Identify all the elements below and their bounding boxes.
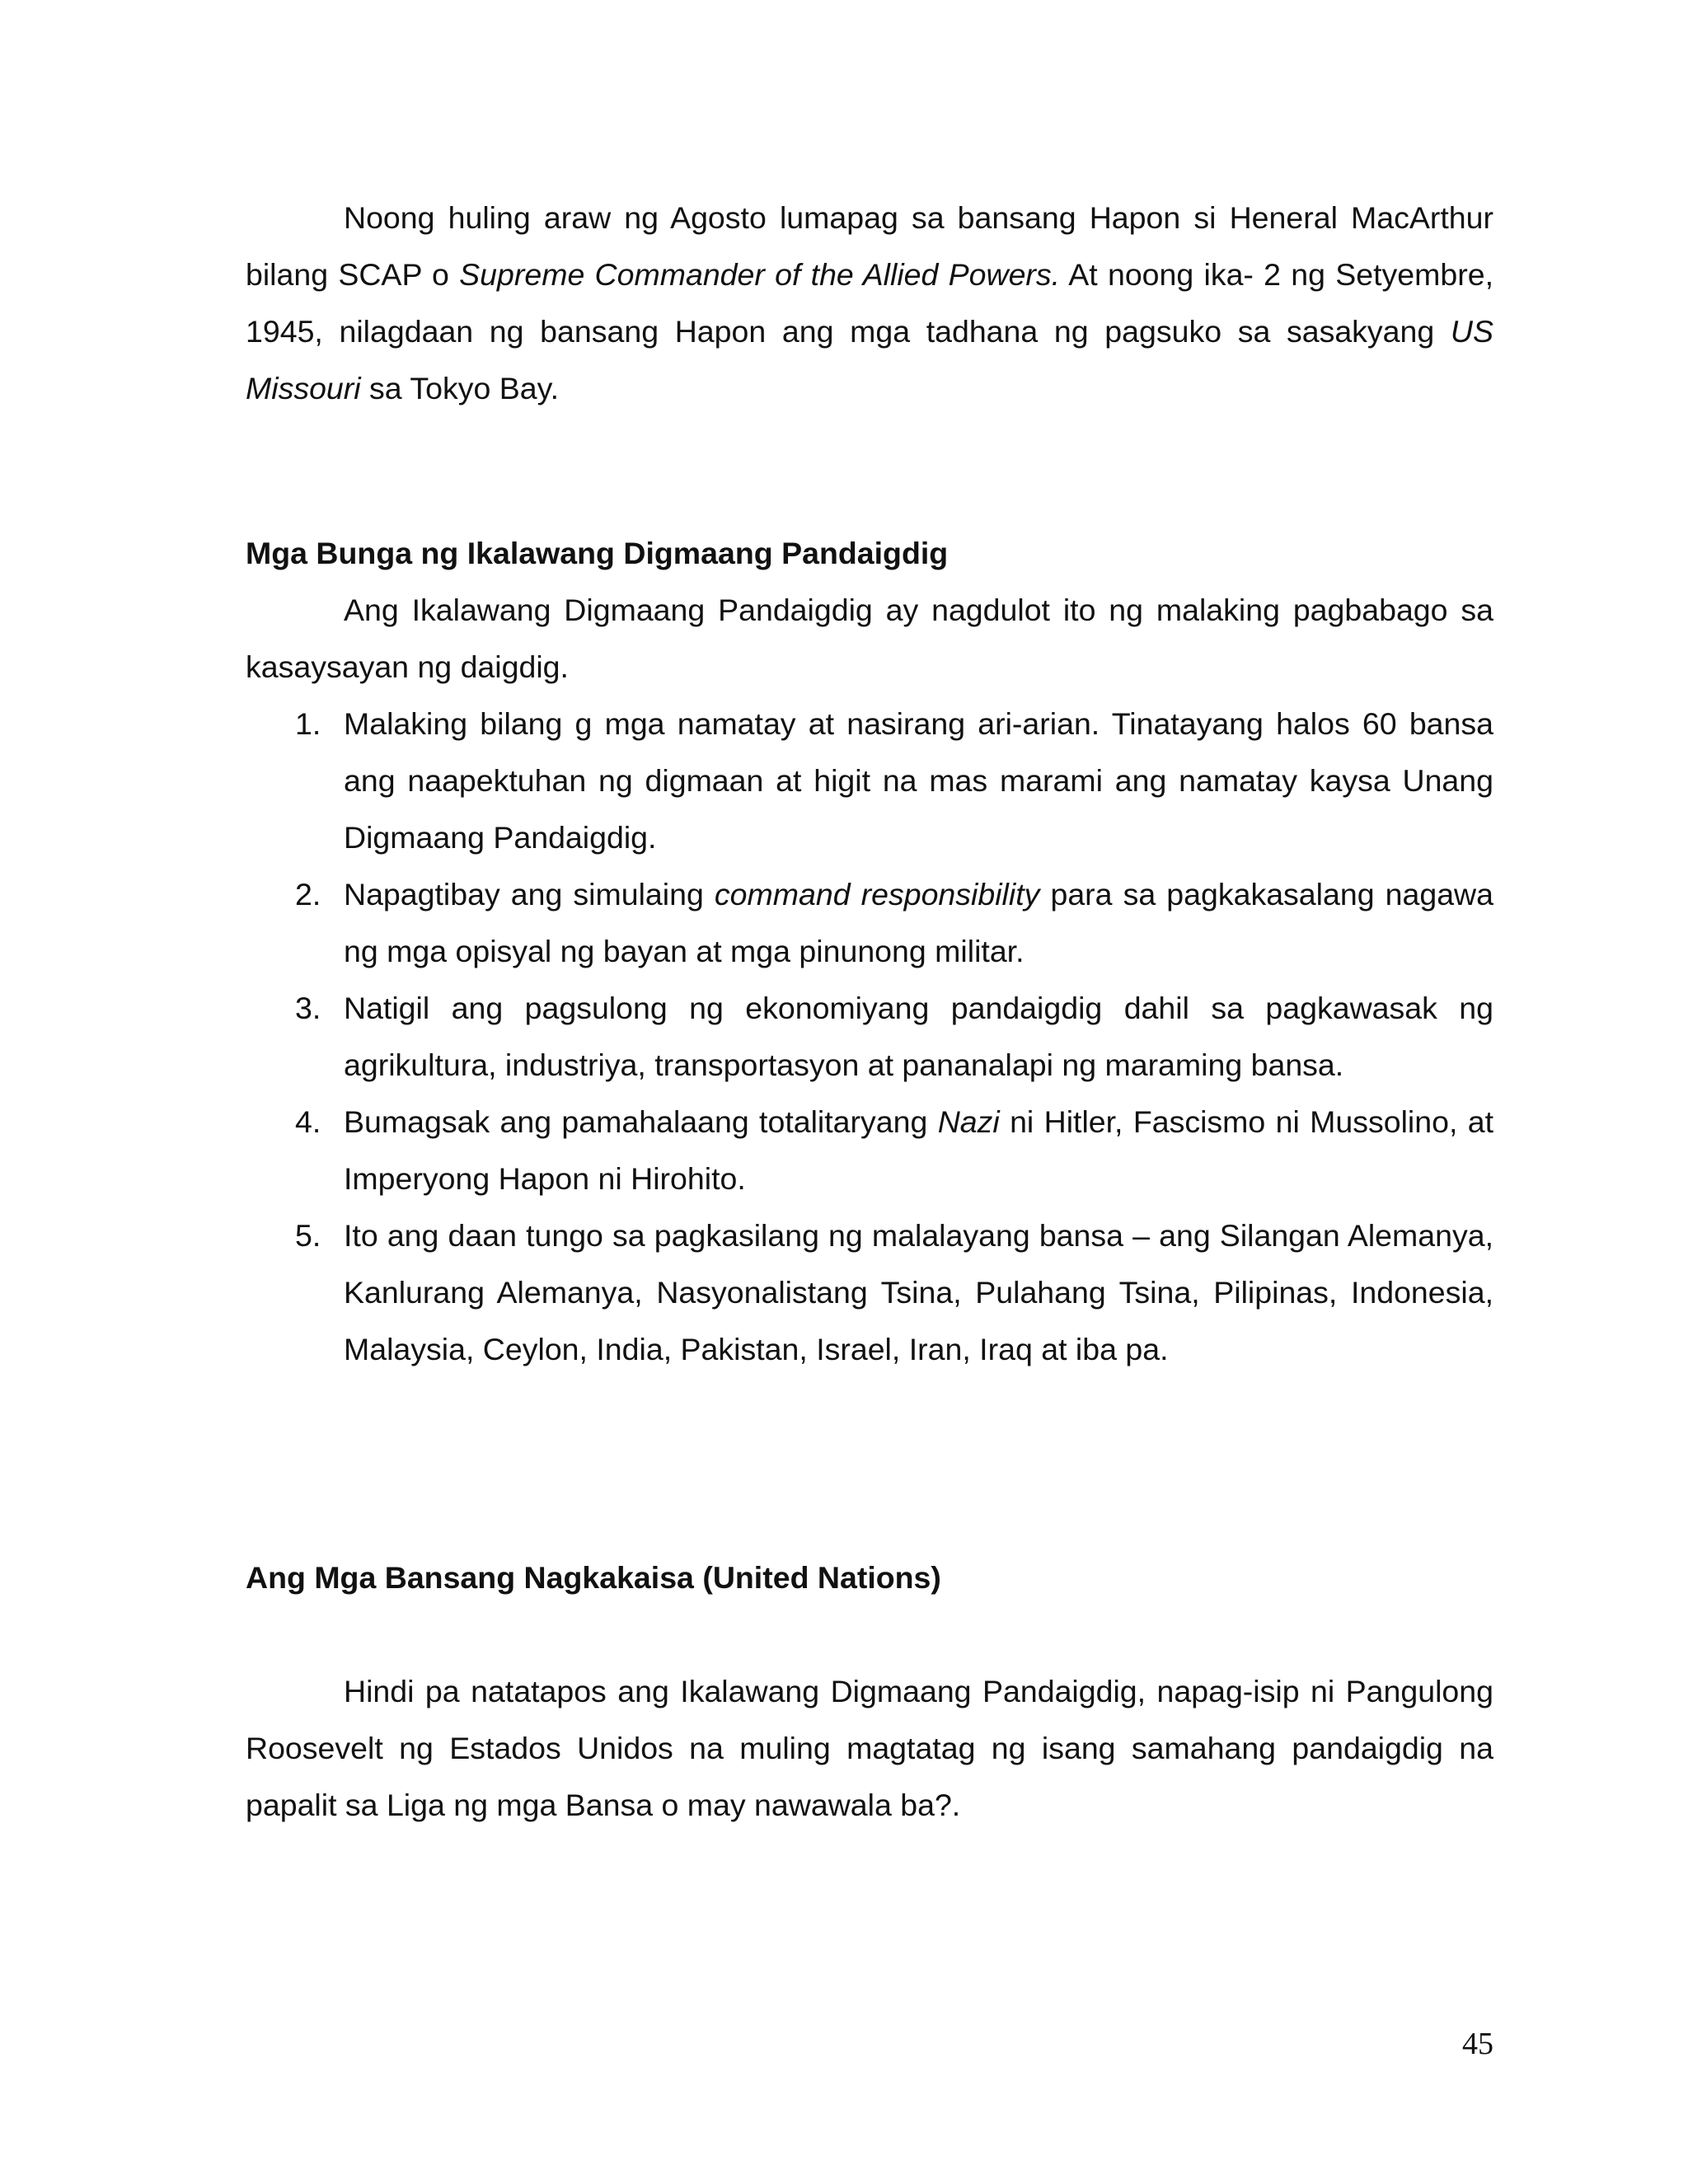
- list-item-number: 3.: [295, 991, 321, 1025]
- intro-paragraph: [246, 190, 1493, 417]
- list-item: [246, 1094, 1493, 1207]
- list-item: [246, 1207, 1493, 1378]
- list-item-italic: Nazi: [937, 1104, 1000, 1139]
- list-item-number: 4.: [295, 1104, 321, 1139]
- section2-paragraph: Hindi pa natatapos ang Ikalawang Digmaang Pandaigdig, napag-isip ni Pangulong Roosevelt ng Estados Unidos na muling magtatag ng isang samahang pandaigdig na papalit sa Liga ng mga Bansa o may nawawala ba?.: [246, 1674, 1493, 1822]
- list-item: [246, 696, 1493, 866]
- intro-text-1: Noong huling araw ng Agosto lumapag sa bansang Hapon si Heneral MacArthur bilang SCAP o: [246, 200, 1493, 292]
- list-item-number: 1.: [295, 706, 321, 741]
- intro-text-2: At noong ika- 2 ng Setyembre, 1945, nilagdaan ng bansang Hapon ang mga tadhana ng pagsuko sa sasakyang: [246, 257, 1493, 349]
- list-item-text: Napagtibay ang simulaing: [344, 877, 715, 912]
- page-number: 45: [1462, 2027, 1493, 2061]
- list-item: [246, 980, 1493, 1094]
- list-item-italic: command responsibility: [714, 877, 1040, 912]
- list-item-text: para sa pagkakasalang nagawa ng mga opisyal ng bayan at mga pinunong militar.: [344, 877, 1493, 968]
- intro-italic-scap: Supreme Commander of the Allied Powers.: [459, 257, 1061, 292]
- consequences-list: [246, 696, 1493, 1378]
- intro-italic-missouri: US Missouri: [246, 314, 1493, 405]
- list-item-text: ni Hitler, Fascismo ni Mussolino, at Imperyong Hapon ni Hirohito.: [344, 1104, 1493, 1196]
- list-item-text: Bumagsak ang pamahalaang totalitaryang: [344, 1104, 938, 1139]
- list-item: [246, 866, 1493, 980]
- list-item-text: Malaking bilang g mga namatay at nasirang ari-arian. Tinatayang halos 60 bansa ang naapektuhan ng digmaan at higit na mas marami ang namatay kaysa Unang Digmaang Pandaigdig.: [344, 706, 1493, 855]
- list-item-number: 2.: [295, 877, 321, 912]
- list-item-number: 5.: [295, 1218, 321, 1253]
- section1-paragraph: Ang Ikalawang Digmaang Pandaigdig ay nagdulot ito ng malaking pagbabago sa kasaysayan ng daigdig.: [246, 593, 1493, 684]
- section1-heading: Mga Bunga ng Ikalawang Digmaang Pandaigdig: [246, 536, 949, 570]
- section2-heading: Ang Mga Bansang Nagkakaisa (United Nations): [246, 1560, 941, 1595]
- intro-text-3: sa Tokyo Bay.: [360, 371, 560, 405]
- list-item-text: Ito ang daan tungo sa pagkasilang ng malalayang bansa – ang Silangan Alemanya, Kanlurang Alemanya, Nasyonalistang Tsina, Pulahang Tsina, Pilipinas, Indonesia, Malaysia, Ceylon, India, Pakistan, Israel, Iran, Iraq at iba pa.: [344, 1218, 1493, 1366]
- list-item-text: Natigil ang pagsulong ng ekonomiyang pandaigdig dahil sa pagkawasak ng agrikultura, industriya, transportasyon at pananalapi ng maraming bansa.: [344, 991, 1493, 1082]
